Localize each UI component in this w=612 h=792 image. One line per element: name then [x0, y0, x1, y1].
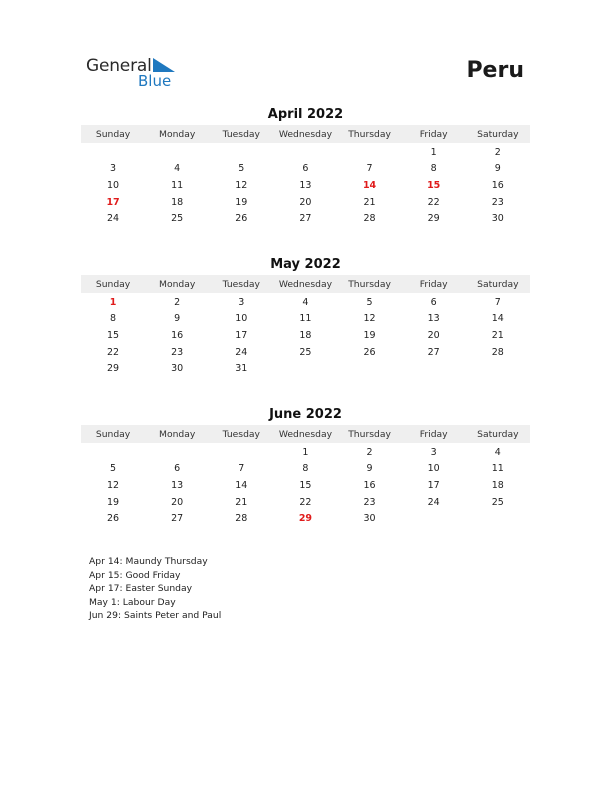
- holiday-note: Apr 17: Easter Sunday: [89, 583, 193, 594]
- day-cell: 8: [430, 163, 437, 175]
- day-cell: 17: [235, 329, 248, 341]
- weekday-header-row: [81, 125, 530, 143]
- day-cell: 5: [110, 463, 117, 475]
- day-cell: 23: [363, 496, 376, 508]
- holiday-note: Apr 15: Good Friday: [89, 569, 181, 581]
- day-cell: 30: [491, 213, 504, 225]
- day-cell: 27: [171, 513, 184, 525]
- day-cell: 21: [363, 196, 376, 208]
- day-cell: 29: [427, 213, 440, 225]
- weekday-label: Sunday: [95, 428, 131, 440]
- day-cell: 24: [427, 496, 440, 508]
- week-row: [81, 360, 530, 377]
- day-cell: 8: [110, 313, 117, 325]
- day-cell: 26: [107, 513, 120, 525]
- day-cell: 11: [491, 463, 504, 475]
- day-cell: 24: [107, 213, 120, 225]
- holiday-note: May 1: Labour Day: [89, 596, 176, 608]
- weekday-label: Saturday: [477, 128, 519, 140]
- week-row: [81, 194, 530, 211]
- weekday-label: Wednesday: [278, 278, 333, 290]
- day-cell: 3: [238, 296, 245, 308]
- day-cell: 8: [302, 463, 309, 475]
- day-cell: 7: [494, 296, 501, 308]
- weekday-header-row: [81, 425, 530, 443]
- day-cell: 22: [427, 196, 440, 208]
- week-row: [81, 294, 530, 311]
- week-row: [81, 461, 530, 478]
- day-cell: 13: [299, 179, 312, 191]
- weekday-label: Tuesday: [222, 428, 260, 440]
- day-cell: 28: [363, 213, 376, 225]
- day-cell: 17: [427, 479, 440, 491]
- country-title: Peru: [466, 58, 524, 83]
- day-cell: 28: [491, 346, 504, 358]
- week-row: [81, 344, 530, 361]
- day-cell: 10: [235, 313, 248, 325]
- day-cell: 6: [302, 163, 309, 175]
- day-cell: 26: [363, 346, 376, 358]
- day-cell: 15: [299, 479, 312, 491]
- week-row: [81, 494, 530, 511]
- day-cell: 13: [427, 313, 440, 325]
- logo-general-text: General: [86, 56, 152, 76]
- weekday-label: Tuesday: [222, 128, 260, 140]
- week-row: [81, 444, 530, 461]
- day-cell: 13: [171, 479, 184, 491]
- weekday-label: Thursday: [348, 128, 391, 140]
- day-cell: 7: [366, 163, 373, 175]
- holiday-day-cell: 29: [298, 513, 313, 525]
- logo: [86, 56, 186, 92]
- week-row: [81, 210, 530, 227]
- weekday-label: Monday: [159, 128, 196, 140]
- weekday-label: Saturday: [477, 428, 519, 440]
- day-cell: 2: [494, 146, 501, 158]
- weekday-label: Saturday: [477, 278, 519, 290]
- day-cell: 16: [363, 479, 376, 491]
- day-cell: 19: [107, 496, 120, 508]
- day-cell: 20: [427, 329, 440, 341]
- day-cell: 30: [363, 513, 376, 525]
- weekday-label: Thursday: [348, 428, 391, 440]
- day-cell: 11: [171, 179, 184, 191]
- month-title: April 2022: [267, 107, 344, 122]
- day-cell: 23: [491, 196, 504, 208]
- day-cell: 16: [171, 329, 184, 341]
- day-cell: 30: [171, 363, 184, 375]
- day-cell: 18: [171, 196, 184, 208]
- holiday-day-cell: 15: [427, 179, 441, 191]
- day-cell: 10: [107, 179, 120, 191]
- day-cell: 5: [238, 163, 245, 175]
- week-row: [81, 311, 530, 328]
- day-cell: 7: [238, 463, 245, 475]
- week-row: [81, 144, 530, 161]
- weekday-label: Wednesday: [278, 128, 333, 140]
- month-calendar: [81, 256, 530, 377]
- day-cell: 22: [107, 346, 120, 358]
- week-row: [81, 477, 530, 494]
- day-cell: 4: [494, 446, 501, 458]
- weekday-label: Tuesday: [222, 278, 260, 290]
- day-cell: 11: [299, 313, 312, 325]
- day-cell: 21: [491, 329, 504, 341]
- day-cell: 3: [110, 163, 117, 175]
- day-cell: 27: [427, 346, 440, 358]
- month-calendar: [81, 406, 530, 527]
- day-cell: 25: [491, 496, 504, 508]
- holiday-note: Jun 29: Saints Peter and Paul: [89, 610, 222, 621]
- day-cell: 18: [491, 479, 504, 491]
- day-cell: 4: [302, 296, 309, 308]
- day-cell: 16: [491, 179, 504, 191]
- day-cell: 21: [235, 496, 248, 508]
- day-cell: 14: [235, 479, 248, 491]
- day-cell: 28: [235, 513, 248, 525]
- day-cell: 4: [174, 163, 181, 175]
- weekday-label: Monday: [159, 428, 196, 440]
- weekday-label: Sunday: [95, 128, 131, 140]
- day-cell: 12: [363, 313, 376, 325]
- day-cell: 22: [299, 496, 312, 508]
- holiday-note: Apr 14: Maundy Thursday: [89, 556, 208, 567]
- weekday-label: Sunday: [95, 278, 131, 290]
- day-cell: 14: [491, 313, 504, 325]
- logo-triangle-icon: [153, 58, 175, 72]
- holiday-day-cell: 14: [362, 179, 377, 191]
- weekday-label: Wednesday: [278, 428, 333, 440]
- weekday-label: Friday: [419, 278, 448, 290]
- day-cell: 27: [299, 213, 312, 225]
- day-cell: 1: [430, 146, 437, 158]
- day-cell: 19: [363, 329, 376, 341]
- weekday-header-row: [81, 275, 530, 293]
- day-cell: 12: [107, 479, 120, 491]
- day-cell: 1: [302, 446, 309, 458]
- day-cell: 25: [299, 346, 312, 358]
- day-cell: 26: [235, 213, 248, 225]
- day-cell: 9: [174, 313, 181, 325]
- weekday-label: Friday: [419, 128, 448, 140]
- holiday-notes: [89, 555, 221, 623]
- day-cell: 29: [107, 363, 120, 375]
- day-cell: 2: [174, 296, 181, 308]
- month-title: June 2022: [269, 407, 342, 422]
- day-cell: 3: [430, 446, 437, 458]
- logo-blue-text: Blue: [138, 72, 172, 90]
- day-cell: 6: [174, 463, 181, 475]
- day-cell: 5: [366, 296, 373, 308]
- weekday-label: Thursday: [348, 278, 391, 290]
- week-row: [81, 327, 530, 344]
- day-cell: 19: [235, 196, 248, 208]
- day-cell: 18: [299, 329, 312, 341]
- day-cell: 12: [235, 179, 248, 191]
- day-cell: 9: [494, 163, 501, 175]
- weekday-label: Friday: [419, 428, 448, 440]
- day-cell: 20: [299, 196, 312, 208]
- week-row: [81, 177, 530, 194]
- month-calendar: [81, 106, 530, 227]
- day-cell: 15: [107, 329, 120, 341]
- day-cell: 25: [171, 213, 184, 225]
- weekday-label: Monday: [159, 278, 196, 290]
- day-cell: 20: [171, 496, 184, 508]
- day-cell: 6: [430, 296, 437, 308]
- day-cell: 10: [427, 463, 440, 475]
- day-cell: 23: [171, 346, 184, 358]
- day-cell: 9: [366, 463, 373, 475]
- day-cell: 24: [235, 346, 248, 358]
- day-cell: 2: [366, 446, 373, 458]
- day-cell: 31: [235, 363, 248, 375]
- week-row: [81, 510, 530, 527]
- holiday-day-cell: 17: [106, 196, 120, 208]
- week-row: [81, 161, 530, 178]
- month-title: May 2022: [270, 257, 341, 272]
- holiday-day-cell: 1: [109, 296, 117, 308]
